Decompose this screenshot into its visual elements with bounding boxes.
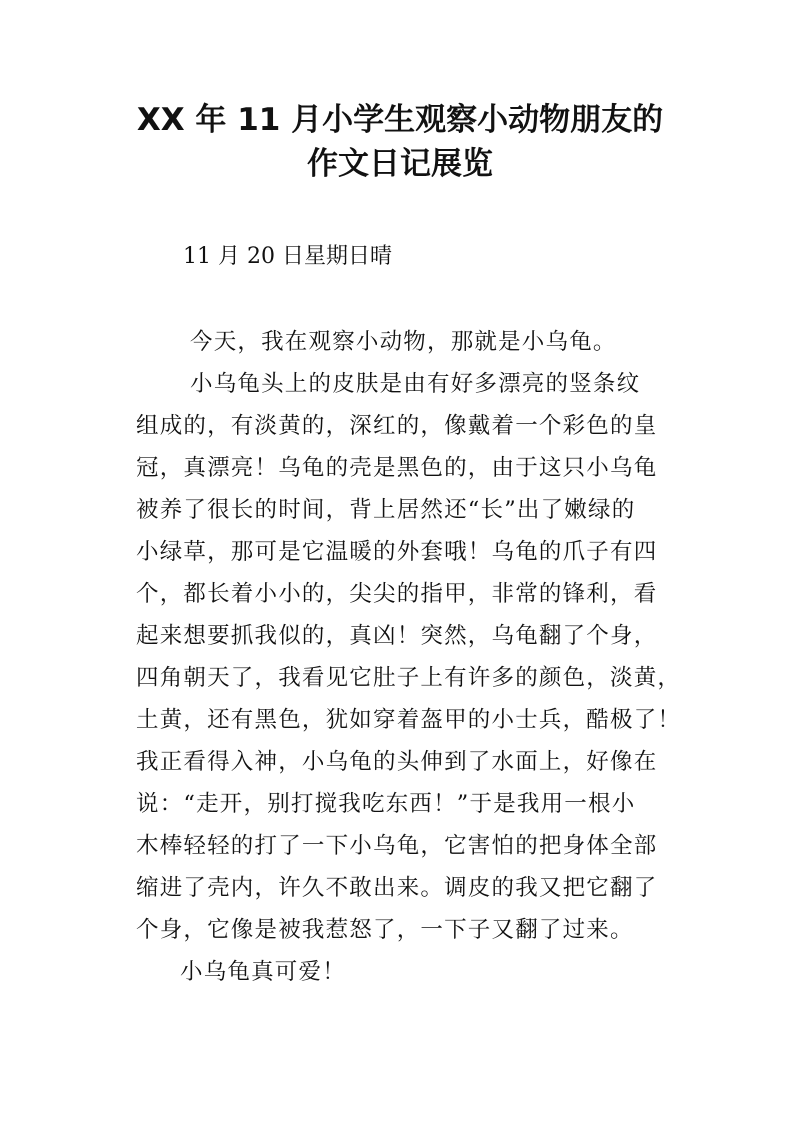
paragraph-line: 土黄，还有黑色，犹如穿着盔甲的小士兵，酷极了！ [136,707,682,733]
paragraph-line: 我正看得入神，小乌龟的头伸到了水面上，好像在 [136,749,658,775]
paragraph-line: 小乌龟头上的皮肤是由有好多漂亮的竖条纹 [190,371,641,397]
document-title-line-2: 作文日记展览 [307,146,493,182]
diary-date: 11 月 20 日星期日晴 [183,244,392,269]
paragraph-line: 个身，它像是被我惹怒了，一下子又翻了过来。 [136,917,634,943]
paragraph-line: 小绿草，那可是它温暖的外套哦！乌龟的爪子有四 [136,539,658,565]
paragraph-line: 缩进了壳内，许久不敢出来。调皮的我又把它翻了 [136,875,658,901]
paragraph-line: 冠，真漂亮！乌龟的壳是黑色的，由于这只小乌龟 [136,455,658,481]
paragraph-line: 个，都长着小小的，尖尖的指甲，非常的锋利，看 [136,581,658,607]
paragraph-line: 组成的，有淡黄的，深红的，像戴着一个彩色的皇 [136,413,658,439]
paragraph-line: 被养了很长的时间，背上居然还“长”出了嫩绿的 [136,497,636,523]
paragraph-line: 起来想要抓我似的，真凶！突然，乌龟翻了个身， [136,623,658,649]
document-title-line-1: XX 年 11 月小学生观察小动物朋友的 [136,102,664,138]
paragraph-line: 四角朝天了，我看见它肚子上有许多的颜色，淡黄， [136,665,682,691]
closing-line: 小乌龟真可爱！ [180,959,346,985]
paragraph-line: 木棒轻轻的打了一下小乌龟，它害怕的把身体全部 [136,833,658,859]
paragraph-line: 说：“走开，别打搅我吃东西！”于是我用一根小 [136,791,636,817]
paragraph-line: 今天，我在观察小动物，那就是小乌龟。 [190,329,617,355]
